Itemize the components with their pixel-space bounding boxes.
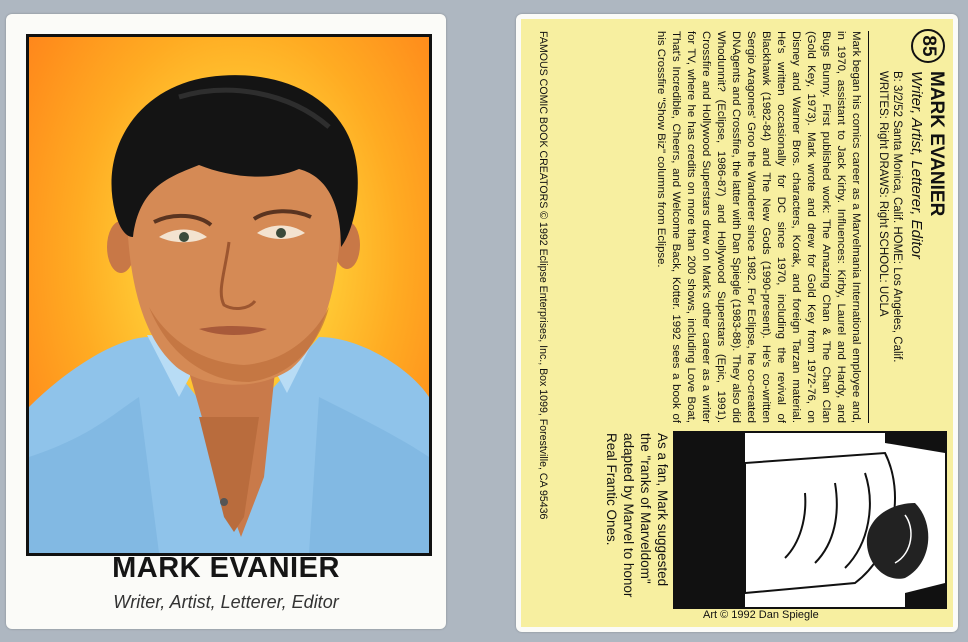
portrait-illustration [29,37,429,553]
front-creator-name: MARK EVANIER [112,552,340,584]
card-number-badge: 85 [911,29,945,63]
back-creator-name: MARK EVANIER [926,71,947,217]
card-back-content [523,23,953,623]
portrait-photo [26,34,432,556]
writes-draws-school-line: WRITES: Right DRAWS: Right SCHOOL: UCLA [877,71,889,317]
art-caption: As a fan, Mark suggested the "ranks of Marveldom" adapted by Marvel to honor Real Frantic Ones. [604,433,670,598]
comic-art-illustration [675,433,945,607]
birth-home-line: B: 3/2/52 Santa Monica, Calif. HOME: Los Angeles, Calif. [891,71,903,363]
back-creator-roles: Writer, Artist, Letterer, Editor [908,71,925,259]
art-credit: Art © 1992 Dan Spiegle [703,609,819,621]
comic-art-panel [673,431,947,609]
front-creator-roles: Writer, Artist, Letterer, Editor [113,592,339,612]
card-back-panel [521,19,953,627]
biography-text: Mark began his comics career as a Marvelmania International employee and, in 1970, assistant to Jack Kirby. Influences: Kirby, Laurel and Hardy, and Bugs Bunny. First published work: The Amazing Chan & The Chan Clan (Gold Key, 1973). Mark wrote and drew for Gold Key from 1972-76, on Disney and Warner Bros. characters, Korak, and foreign Tarzan material. He's written occasionally for DC since 1970, including the revival of Blackhawk (1982-84) and The New Gods (1990-present). He's co-written Sergio Aragones' Groo the Wanderer since 1982. For Eclipse, he co-created DNAgents and Crossfire, the latter with Dan Spiegle (1983-88). They also did Whodunnit? (Eclipse, 1986-87) and Hollywood Superstars (Epic, 1991). Crossfire and Hollywood Superstars drew on Mark's other career as a writer for TV, where he has credits on more than 200 shows, including Love Boat, That's Incredible, Cheers, and Welcome Back, Kotter. 1992 sees a book of his Crossfire "Show Biz" columns from Eclipse. [655,31,862,423]
card-back [516,14,958,632]
card-front [6,14,446,629]
copyright-line: FAMOUS COMIC BOOK CREATORS © 1992 Eclipse Enterprises, Inc., Box 1099, Forestville, CA 95436 [537,31,549,520]
divider-rule [868,31,869,423]
